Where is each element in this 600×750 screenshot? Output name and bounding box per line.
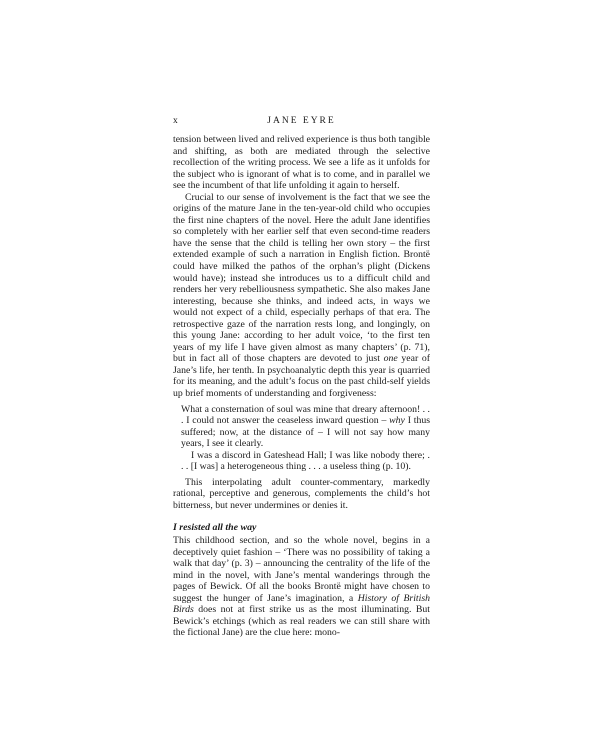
paragraph-2-text-b: year of Jane’s life, her tenth. In psychoanalytic depth this year is quarried for its meaning, and the adult’s focus on the past child-self yields up brief moments of understanding and forgiveness: xyxy=(173,353,431,400)
paragraph-4-book-title: History of British Birds xyxy=(173,592,430,616)
paragraph-4 xyxy=(173,535,430,639)
block-quote xyxy=(181,404,430,473)
paragraph-4-text-b: does not at first strike us as the most illuminating. But Bewick’s etchings (which as real readers we can still share with the fictional Jane) are the clue here: mono- xyxy=(173,604,430,639)
running-header xyxy=(173,116,430,130)
paragraph-2-emphasis: one xyxy=(383,353,398,365)
paragraph-2-text-a: Crucial to our sense of involvement is the fact that we see the origins of the mature Jane in the ten-year-old child who occupies the first nine chapters of the novel. Here the adult Jane identifies so completely with her earlier self that even second-time readers have the sense that the child is telling her own story – the first extended example of such a narration in English fiction. Brontë could have milked the pathos of the orphan’s plight (Dickens would have); instead she introduces us to a difficult child and renders her very rebelliousness sympathetic. She also makes Jane interesting, because she thinks, and indeed acts, in ways we would not expect of a child, especially perhaps of that era. The retrospective gaze of the narration rests long, and longingly, on this young Jane: according to her adult voice, ‘to the first ten years of my life I have given almost as many chapters’ (p. 71), but in fact all of those chapters are devoted to just xyxy=(173,191,430,365)
quote-1-text-a: What a consternation of soul was mine that dreary afternoon! . . . I could not answer the ceaseless inward question – xyxy=(181,403,430,427)
page-number: x xyxy=(173,116,180,126)
running-title: JANE EYRE xyxy=(267,116,336,126)
paragraph-2 xyxy=(173,192,430,400)
quote-1-text-b: I thus suffered; now, at the distance of – I will not say how many years, I see it clearly. xyxy=(181,415,431,450)
section-heading: I resisted all the way xyxy=(173,521,257,533)
quote-paragraph-1 xyxy=(181,404,430,450)
quote-paragraph-2: I was a discord in Gateshead Hall; I was like nobody there; . . . [I was] a heterogeneous thing . . . a useless thing (p. 10). xyxy=(181,449,430,473)
paragraph-1: tension between lived and relived experience is thus both tangible and shifting, as both are mediated through the selective recollection of the writing process. We see a life as it unfolds for the subject who is ignorant of what is to come, and in parallel we see the incumbent of that life unfolding it again to herself. xyxy=(173,134,430,192)
paragraph-3: This interpolating adult counter-commentary, markedly rational, perceptive and generous, complements the child’s hot bitterness, but never undermines or denies it. xyxy=(173,476,430,511)
quote-1-emphasis: why xyxy=(389,415,405,427)
paragraph-4-text-a: This childhood section, and so the whole novel, begins in a deceptively quiet fashion – ‘There was no possibility of taking a walk that day’ (p. 3) – announcing the centrality of the life of the mind in the novel, with Jane’s mental wanderings through the pages of Bewick. Of all the books Brontë might have chosen to suggest the hunger of Jane’s imagination, a xyxy=(173,535,430,604)
body-text xyxy=(173,134,430,639)
